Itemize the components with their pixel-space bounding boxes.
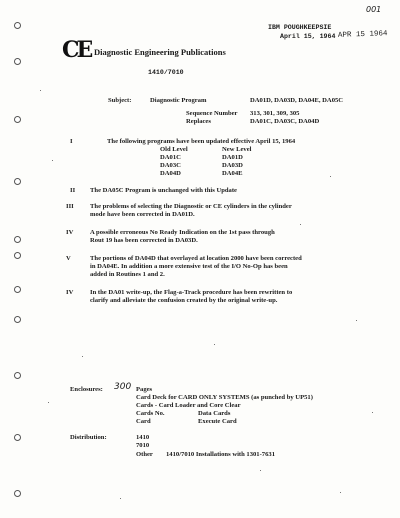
section-iv-line: Rout 19 has been corrected in DA03D.: [90, 237, 198, 244]
section-iv-line: A possible erroneous No Ready Indication on the 1st pass through: [90, 229, 275, 236]
punch-hole-icon: [14, 316, 21, 323]
enclosures-pages-label: Pages: [136, 386, 153, 393]
section-vi-line: In the DA01 write-up, the Flag-a-Track procedure has been rewritten to: [90, 289, 293, 296]
subject-value: Diagnostic Program: [150, 97, 207, 104]
punch-hole-icon: [14, 58, 21, 65]
punch-hole-icon: [14, 116, 21, 123]
subject-label: Subject:: [108, 97, 132, 104]
header-date: April 15, 1964: [280, 33, 336, 40]
section-v-line: The portions of DA04D that overlayed at location 2000 have been corrected: [90, 255, 302, 262]
section-v-numeral: V: [66, 255, 71, 262]
punch-hole-icon: [14, 434, 21, 441]
section-vi-line: clarify and alleviate the confusion created by the original write-up.: [90, 297, 278, 304]
replaces-value: DA01C, DA03C, DA04D: [250, 118, 320, 125]
distribution-item: 1410: [136, 434, 150, 441]
distribution-other-label: Other: [136, 451, 153, 458]
distribution-label: Distribution:: [70, 434, 107, 441]
enclosures-count: 300: [114, 382, 132, 392]
section-v-line: in DA04E. In addition a more extensive test of the I/O No-Op has been: [90, 263, 288, 270]
distribution-other-value: 1410/7010 Installations with 1301-7631: [166, 451, 275, 458]
punch-hole-icon: [14, 490, 21, 497]
enclosures-label: Enclosures:: [70, 386, 103, 393]
punch-hole-icon: [14, 372, 21, 379]
section-v-line: added in Routines 1 and 2.: [90, 271, 165, 278]
section-iii-line: The problems of selecting the Diagnostic or CE cylinders in the cylinder: [90, 203, 292, 210]
publication-title: Diagnostic Engineering Publications: [94, 47, 226, 57]
enclosures-cards-line: Cards - Card Loader and Core Clear: [136, 402, 241, 409]
distribution-item: 7010: [136, 442, 150, 449]
subject-programs: DA01D, DA03D, DA04E, DA05C: [250, 97, 344, 104]
enclosures-data-cards: Data Cards: [198, 410, 231, 417]
punch-hole-icon: [14, 236, 21, 243]
page-number: 001: [366, 5, 382, 14]
ce-logo: CE: [62, 37, 91, 63]
section-ii-numeral: II: [70, 187, 76, 194]
punch-hole-icon: [14, 252, 21, 259]
section-iv-numeral: IV: [66, 229, 74, 236]
section-iii-numeral: III: [66, 203, 74, 210]
enclosures-deck: Card Deck for CARD ONLY SYSTEMS (as punched by UP51): [136, 394, 313, 401]
section-ii-text: The DA05C Program is unchanged with this Update: [90, 187, 237, 194]
old-level-header: Old Level: [160, 146, 188, 153]
section-i-text: The following programs have been updated effective April 15, 1964: [107, 138, 296, 145]
enclosures-execute-card: Execute Card: [198, 418, 237, 425]
punch-hole-icon: [14, 22, 21, 29]
new-level-header: New Level: [222, 146, 252, 153]
enclosures-cards-no: Cards No.: [136, 410, 165, 417]
old-level-cell: DA01C: [160, 154, 181, 161]
received-stamp: APR 15 1964: [337, 30, 388, 40]
section-vi-numeral: IV: [66, 289, 74, 296]
section-iii-line: mode have been corrected in DA01D.: [90, 211, 195, 218]
sequence-label: Sequence Number: [186, 110, 238, 117]
enclosures-card: Card: [136, 418, 151, 425]
section-i-numeral: I: [70, 138, 73, 145]
punch-hole-icon: [14, 286, 21, 293]
old-level-cell: DA03C: [160, 162, 181, 169]
publication-systems: 1410/7010: [148, 69, 184, 76]
new-level-cell: DA04E: [222, 170, 243, 177]
punch-hole-icon: [14, 178, 21, 185]
old-level-cell: DA04D: [160, 170, 181, 177]
header-location: IBM POUGHKEEPSIE: [268, 24, 332, 31]
new-level-cell: DA01D: [222, 154, 243, 161]
new-level-cell: DA03D: [222, 162, 243, 169]
replaces-label: Replaces: [186, 118, 211, 125]
sequence-value: 313, 301, 309, 305: [250, 110, 300, 117]
